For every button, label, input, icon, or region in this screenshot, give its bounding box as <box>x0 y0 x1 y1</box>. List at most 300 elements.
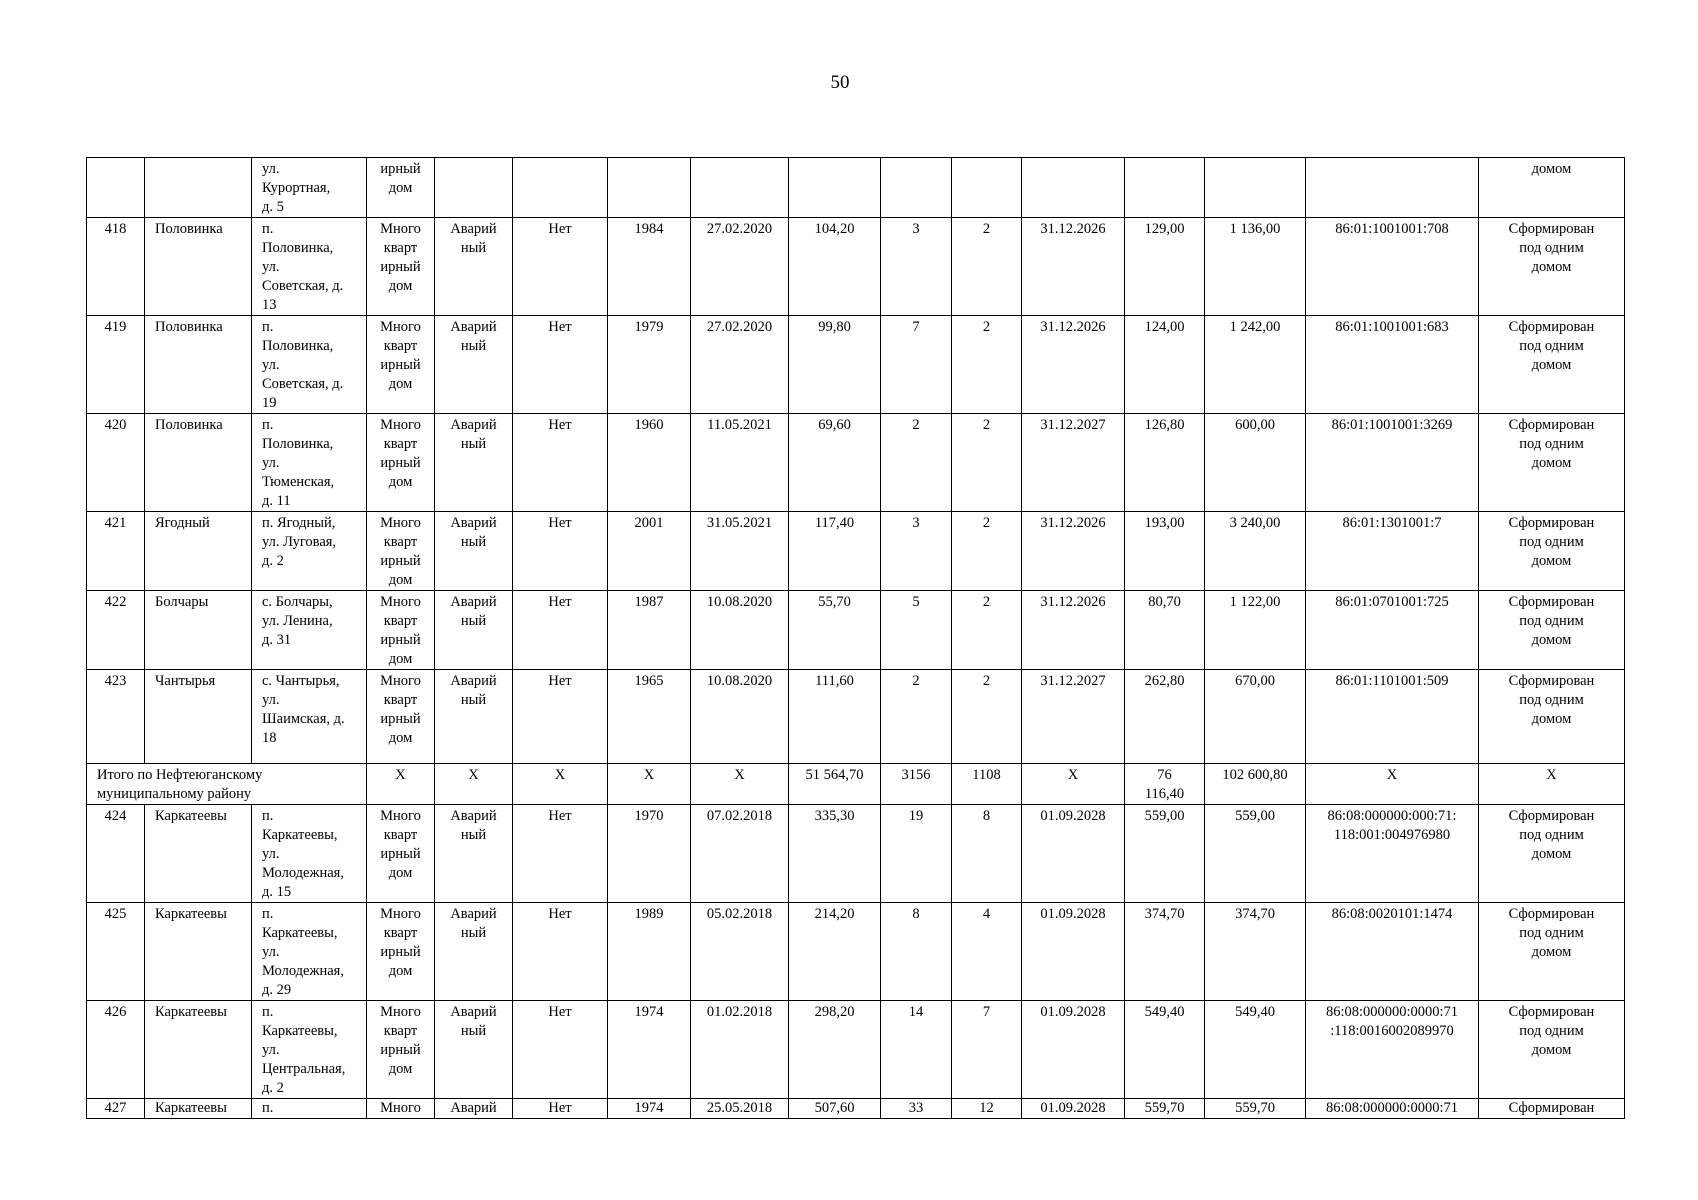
total-persons-cell: 3156 <box>881 764 952 805</box>
area2-cell: 80,70 <box>1125 591 1205 670</box>
date-cell: 11.05.2021 <box>691 414 789 512</box>
cadastral-line: 86:01:1001001:708 <box>1335 221 1449 237</box>
floors-cell: 7 <box>952 1001 1022 1099</box>
floors-cell: 8 <box>952 805 1022 903</box>
condition-line: Аварий <box>450 1004 497 1020</box>
table-row <box>87 903 1625 1001</box>
table-row <box>87 591 1625 670</box>
year-cell <box>608 158 691 218</box>
status-line: Сформирован <box>1508 673 1595 689</box>
settlement-cell: Каркатеевы <box>145 1099 252 1119</box>
date-cell: 27.02.2020 <box>691 218 789 316</box>
address-line: ул. <box>262 692 280 708</box>
address-line: д. 31 <box>262 632 292 648</box>
address-cell <box>252 591 367 670</box>
total-area2-line: 116,40 <box>1144 786 1185 802</box>
persons-cell: 2 <box>881 414 952 512</box>
cadastral-cell <box>1306 218 1479 316</box>
floors-cell: 2 <box>952 591 1022 670</box>
area2-cell: 549,40 <box>1125 1001 1205 1099</box>
land-cell: 1 242,00 <box>1205 316 1306 414</box>
date-cell: 10.08.2020 <box>691 670 789 764</box>
type-line: дом <box>388 572 413 588</box>
building-type-cell <box>367 512 435 591</box>
address-line: Советская, д. <box>262 376 344 392</box>
settlement-cell: Половинка <box>145 414 252 512</box>
address-line: п. <box>262 1100 274 1116</box>
area2-cell: 124,00 <box>1125 316 1205 414</box>
type-line: ирный <box>380 455 421 471</box>
cadastral-line: 86:08:000000:000:71: <box>1327 808 1457 824</box>
land-cell: 559,70 <box>1205 1099 1306 1119</box>
persons-cell: 2 <box>881 670 952 764</box>
settlement-cell: Чантырья <box>145 670 252 764</box>
type-line: дом <box>388 651 413 667</box>
status-cell <box>1479 316 1625 414</box>
status-line: под одним <box>1519 534 1584 550</box>
type-line: Много <box>380 808 421 824</box>
condition-cell <box>435 218 513 316</box>
area-cell: 55,70 <box>789 591 881 670</box>
flag-cell: Нет <box>513 512 608 591</box>
status-line: домом <box>1531 1042 1572 1058</box>
settlement-cell: Каркатеевы <box>145 1001 252 1099</box>
persons-cell: 5 <box>881 591 952 670</box>
area2-cell: 129,00 <box>1125 218 1205 316</box>
cadastral-cell <box>1306 670 1479 764</box>
condition-line: ный <box>460 827 487 843</box>
cadastral-cell <box>1306 316 1479 414</box>
address-line: Каркатеевы, <box>262 1023 338 1039</box>
year-cell: 2001 <box>608 512 691 591</box>
year-cell: 1974 <box>608 1099 691 1119</box>
type-line: Много <box>380 1004 421 1020</box>
type-line: Много <box>380 515 421 531</box>
status-line: Сформирован <box>1508 221 1595 237</box>
area2-cell: 126,80 <box>1125 414 1205 512</box>
address-line: с. Чантырья, <box>262 673 340 689</box>
cadastral-cell <box>1306 1099 1479 1119</box>
status-line: под одним <box>1519 692 1584 708</box>
status-line: Сформирован <box>1508 1100 1595 1116</box>
date-cell: 31.05.2021 <box>691 512 789 591</box>
flag-cell: Нет <box>513 414 608 512</box>
status-line: под одним <box>1519 436 1584 452</box>
type-line: ирный <box>380 161 421 177</box>
address-cell <box>252 903 367 1001</box>
type-line: кварт <box>383 436 418 452</box>
status-line: Сформирован <box>1508 319 1595 335</box>
address-line: ул. Луговая, <box>262 534 337 550</box>
cadastral-cell <box>1306 805 1479 903</box>
floors-cell: 2 <box>952 512 1022 591</box>
flag-cell: Нет <box>513 218 608 316</box>
status-line: Сформирован <box>1508 594 1595 610</box>
table-row <box>87 670 1625 764</box>
type-line: Много <box>380 319 421 335</box>
floors-cell: 4 <box>952 903 1022 1001</box>
condition-line: ный <box>460 534 487 550</box>
type-line: кварт <box>383 534 418 550</box>
date-cell: 07.02.2018 <box>691 805 789 903</box>
total-floors-cell: 1108 <box>952 764 1022 805</box>
cadastral-line: 86:08:000000:0000:71 <box>1325 1100 1459 1116</box>
building-type-cell <box>367 591 435 670</box>
land-cell: 600,00 <box>1205 414 1306 512</box>
status-line: домом <box>1531 632 1572 648</box>
total-area2-cell <box>1125 764 1205 805</box>
status-cell <box>1479 414 1625 512</box>
building-type-cell <box>367 316 435 414</box>
floors-cell: 12 <box>952 1099 1022 1119</box>
status-cell <box>1479 218 1625 316</box>
cadastral-line: 86:01:1001001:3269 <box>1331 417 1453 433</box>
flag-cell <box>513 158 608 218</box>
condition-cell <box>435 903 513 1001</box>
address-line: Шаимская, д. <box>262 711 345 727</box>
address-line: 19 <box>262 395 277 411</box>
address-line: д. 2 <box>262 553 284 569</box>
status-cell <box>1479 591 1625 670</box>
condition-line: ный <box>460 436 487 452</box>
cadastral-cell <box>1306 903 1479 1001</box>
condition-cell <box>435 414 513 512</box>
total-row <box>87 764 1625 805</box>
num-cell: 422 <box>87 591 145 670</box>
status-line: Сформирован <box>1508 515 1595 531</box>
area-cell: 111,60 <box>789 670 881 764</box>
total-area-cell: 51 564,70 <box>789 764 881 805</box>
address-line: с. Болчары, <box>262 594 333 610</box>
total-x1-cell: X <box>367 764 435 805</box>
address-cell <box>252 1099 367 1119</box>
condition-line: ный <box>460 925 487 941</box>
total-x5-cell: X <box>691 764 789 805</box>
deadline-cell: 31.12.2026 <box>1022 316 1125 414</box>
total-x4-cell: X <box>608 764 691 805</box>
type-line: кварт <box>383 338 418 354</box>
status-cell <box>1479 512 1625 591</box>
floors-cell <box>952 158 1022 218</box>
type-line: кварт <box>383 692 418 708</box>
floors-cell: 2 <box>952 414 1022 512</box>
persons-cell: 19 <box>881 805 952 903</box>
status-line: домом <box>1531 944 1572 960</box>
address-cell <box>252 316 367 414</box>
cadastral-line: 118:001:004976980 <box>1333 827 1451 843</box>
total-land-cell: 102 600,80 <box>1205 764 1306 805</box>
status-cell <box>1479 1001 1625 1099</box>
type-line: дом <box>388 278 413 294</box>
settlement-cell: Половинка <box>145 316 252 414</box>
year-cell: 1984 <box>608 218 691 316</box>
type-line: Много <box>380 594 421 610</box>
status-line: Сформирован <box>1508 1004 1595 1020</box>
address-line: ул. <box>262 161 280 177</box>
address-line: ул. Ленина, <box>262 613 333 629</box>
area2-cell <box>1125 158 1205 218</box>
date-cell: 10.08.2020 <box>691 591 789 670</box>
address-cell <box>252 414 367 512</box>
building-type-cell <box>367 158 435 218</box>
num-cell <box>87 158 145 218</box>
cadastral-cell <box>1306 1001 1479 1099</box>
address-line: ул. <box>262 357 280 373</box>
area-cell: 214,20 <box>789 903 881 1001</box>
status-line: под одним <box>1519 1023 1584 1039</box>
total-x8-cell: X <box>1479 764 1625 805</box>
status-cell <box>1479 805 1625 903</box>
cadastral-cell <box>1306 414 1479 512</box>
area-cell: 99,80 <box>789 316 881 414</box>
condition-cell <box>435 316 513 414</box>
status-line: домом <box>1531 357 1572 373</box>
type-line: кварт <box>383 240 418 256</box>
type-line: кварт <box>383 827 418 843</box>
type-line: дом <box>388 963 413 979</box>
condition-line: Аварий <box>450 417 497 433</box>
cadastral-cell <box>1306 591 1479 670</box>
address-line: Советская, д. <box>262 278 344 294</box>
num-cell: 419 <box>87 316 145 414</box>
floors-cell: 2 <box>952 670 1022 764</box>
address-line: Центральная, <box>262 1061 346 1077</box>
building-type-cell <box>367 903 435 1001</box>
cadastral-cell <box>1306 512 1479 591</box>
settlement-cell: Половинка <box>145 218 252 316</box>
area2-cell: 262,80 <box>1125 670 1205 764</box>
continuation-row <box>87 158 1625 218</box>
flag-cell: Нет <box>513 805 608 903</box>
address-line: 13 <box>262 297 277 313</box>
deadline-cell: 01.09.2028 <box>1022 1099 1125 1119</box>
num-cell: 420 <box>87 414 145 512</box>
status-line: под одним <box>1519 338 1584 354</box>
flag-cell: Нет <box>513 903 608 1001</box>
address-line: Половинка, <box>262 436 334 452</box>
address-line: п. <box>262 808 274 824</box>
building-type-cell <box>367 805 435 903</box>
cadastral-cell <box>1306 158 1479 218</box>
type-line: ирный <box>380 259 421 275</box>
address-cell <box>252 670 367 764</box>
year-cell: 1979 <box>608 316 691 414</box>
address-line: Половинка, <box>262 338 334 354</box>
status-line: Сформирован <box>1508 808 1595 824</box>
address-cell <box>252 512 367 591</box>
total-x7-cell: X <box>1306 764 1479 805</box>
status-line: Сформирован <box>1508 906 1595 922</box>
address-line: д. 2 <box>262 1080 284 1096</box>
type-line: Много <box>380 1100 421 1116</box>
num-cell: 421 <box>87 512 145 591</box>
table-row <box>87 218 1625 316</box>
num-cell: 424 <box>87 805 145 903</box>
building-type-cell <box>367 218 435 316</box>
deadline-cell: 31.12.2026 <box>1022 591 1125 670</box>
year-cell: 1965 <box>608 670 691 764</box>
address-line: п. <box>262 417 274 433</box>
condition-line: ный <box>460 1023 487 1039</box>
status-cell <box>1479 903 1625 1001</box>
area2-cell: 193,00 <box>1125 512 1205 591</box>
type-line: кварт <box>383 1023 418 1039</box>
area-cell: 335,30 <box>789 805 881 903</box>
table-row <box>87 1099 1625 1119</box>
year-cell: 1987 <box>608 591 691 670</box>
settlement-cell: Ягодный <box>145 512 252 591</box>
total-area2-line: 76 <box>1157 767 1172 783</box>
flag-cell: Нет <box>513 591 608 670</box>
address-line: ул. <box>262 944 280 960</box>
address-line: ул. <box>262 1042 280 1058</box>
persons-cell: 14 <box>881 1001 952 1099</box>
address-cell <box>252 218 367 316</box>
date-cell: 27.02.2020 <box>691 316 789 414</box>
type-line: дом <box>388 865 413 881</box>
deadline-cell: 31.12.2027 <box>1022 670 1125 764</box>
condition-line: Аварий <box>450 221 497 237</box>
address-line: ул. <box>262 259 280 275</box>
address-line: п. <box>262 1004 274 1020</box>
address-line: п. <box>262 319 274 335</box>
condition-line: Аварий <box>450 906 497 922</box>
condition-line: Аварий <box>450 319 497 335</box>
condition-line: Аварий <box>450 1100 497 1116</box>
address-line: ул. <box>262 455 280 471</box>
land-cell: 549,40 <box>1205 1001 1306 1099</box>
table-row <box>87 805 1625 903</box>
total-x3-cell: X <box>513 764 608 805</box>
num-cell: 423 <box>87 670 145 764</box>
address-line: п. <box>262 906 274 922</box>
address-line: 18 <box>262 730 277 746</box>
status-line: Сформирован <box>1508 417 1595 433</box>
cadastral-line: 86:01:1001001:683 <box>1335 319 1449 335</box>
condition-cell <box>435 670 513 764</box>
deadline-cell: 01.09.2028 <box>1022 903 1125 1001</box>
address-line: п. <box>262 221 274 237</box>
floors-cell: 2 <box>952 218 1022 316</box>
area-cell: 507,60 <box>789 1099 881 1119</box>
table-row <box>87 414 1625 512</box>
deadline-cell: 31.12.2026 <box>1022 218 1125 316</box>
table-row <box>87 1001 1625 1099</box>
land-cell: 374,70 <box>1205 903 1306 1001</box>
condition-line: ный <box>460 692 487 708</box>
deadline-cell: 01.09.2028 <box>1022 1001 1125 1099</box>
flag-cell: Нет <box>513 316 608 414</box>
address-line: Молодежная, <box>262 963 344 979</box>
address-line: Половинка, <box>262 240 334 256</box>
settlement-cell <box>145 158 252 218</box>
status-line: домом <box>1531 846 1572 862</box>
total-label-line: Итого по Нефтеюганскому <box>97 767 263 783</box>
deadline-cell: 31.12.2027 <box>1022 414 1125 512</box>
address-line: д. 29 <box>262 982 292 998</box>
condition-cell <box>435 512 513 591</box>
total-x2-cell: X <box>435 764 513 805</box>
flag-cell: Нет <box>513 1099 608 1119</box>
type-line: ирный <box>380 846 421 862</box>
area2-cell: 374,70 <box>1125 903 1205 1001</box>
land-cell: 1 122,00 <box>1205 591 1306 670</box>
address-line: д. 5 <box>262 199 284 215</box>
address-line: Каркатеевы, <box>262 827 338 843</box>
address-cell <box>252 805 367 903</box>
land-cell: 559,00 <box>1205 805 1306 903</box>
area-cell: 117,40 <box>789 512 881 591</box>
num-cell: 426 <box>87 1001 145 1099</box>
type-line: кварт <box>383 613 418 629</box>
date-cell: 01.02.2018 <box>691 1001 789 1099</box>
type-line: Много <box>380 906 421 922</box>
status-cell <box>1479 1099 1625 1119</box>
condition-cell <box>435 1001 513 1099</box>
type-line: Много <box>380 221 421 237</box>
land-cell: 3 240,00 <box>1205 512 1306 591</box>
area2-cell: 559,00 <box>1125 805 1205 903</box>
type-line: ирный <box>380 944 421 960</box>
date-cell <box>691 158 789 218</box>
persons-cell: 8 <box>881 903 952 1001</box>
type-line: дом <box>388 730 413 746</box>
page-number: 50 <box>830 72 850 93</box>
year-cell: 1960 <box>608 414 691 512</box>
area-cell <box>789 158 881 218</box>
address-line: Каркатеевы, <box>262 925 338 941</box>
condition-cell <box>435 1099 513 1119</box>
address-cell <box>252 158 367 218</box>
type-line: ирный <box>380 711 421 727</box>
table-row <box>87 512 1625 591</box>
settlement-cell: Каркатеевы <box>145 805 252 903</box>
type-line: Много <box>380 417 421 433</box>
table-row <box>87 316 1625 414</box>
date-cell: 25.05.2018 <box>691 1099 789 1119</box>
address-line: Тюменская, <box>262 474 335 490</box>
year-cell: 1970 <box>608 805 691 903</box>
status-line: домом <box>1531 455 1572 471</box>
address-line: д. 15 <box>262 884 292 900</box>
cadastral-line: 86:08:000000:0000:71 <box>1325 1004 1459 1020</box>
area2-cell: 559,70 <box>1125 1099 1205 1119</box>
status-line: под одним <box>1519 827 1584 843</box>
type-line: дом <box>388 474 413 490</box>
flag-cell: Нет <box>513 670 608 764</box>
type-line: дом <box>388 376 413 392</box>
date-cell: 05.02.2018 <box>691 903 789 1001</box>
condition-cell <box>435 591 513 670</box>
condition-line: Аварий <box>450 594 497 610</box>
condition-line: Аварий <box>450 673 497 689</box>
type-line: ирный <box>380 632 421 648</box>
num-cell: 425 <box>87 903 145 1001</box>
type-line: дом <box>388 180 413 196</box>
status-line: под одним <box>1519 925 1584 941</box>
building-type-cell <box>367 1099 435 1119</box>
cadastral-line: :118:0016002089970 <box>1330 1023 1454 1039</box>
address-line: ул. <box>262 846 280 862</box>
status-line: домом <box>1531 711 1572 727</box>
address-cell <box>252 1001 367 1099</box>
floors-cell: 2 <box>952 316 1022 414</box>
land-cell <box>1205 158 1306 218</box>
settlement-cell: Болчары <box>145 591 252 670</box>
flag-cell: Нет <box>513 1001 608 1099</box>
status-line: домом <box>1531 259 1572 275</box>
address-line: д. 11 <box>262 493 291 509</box>
